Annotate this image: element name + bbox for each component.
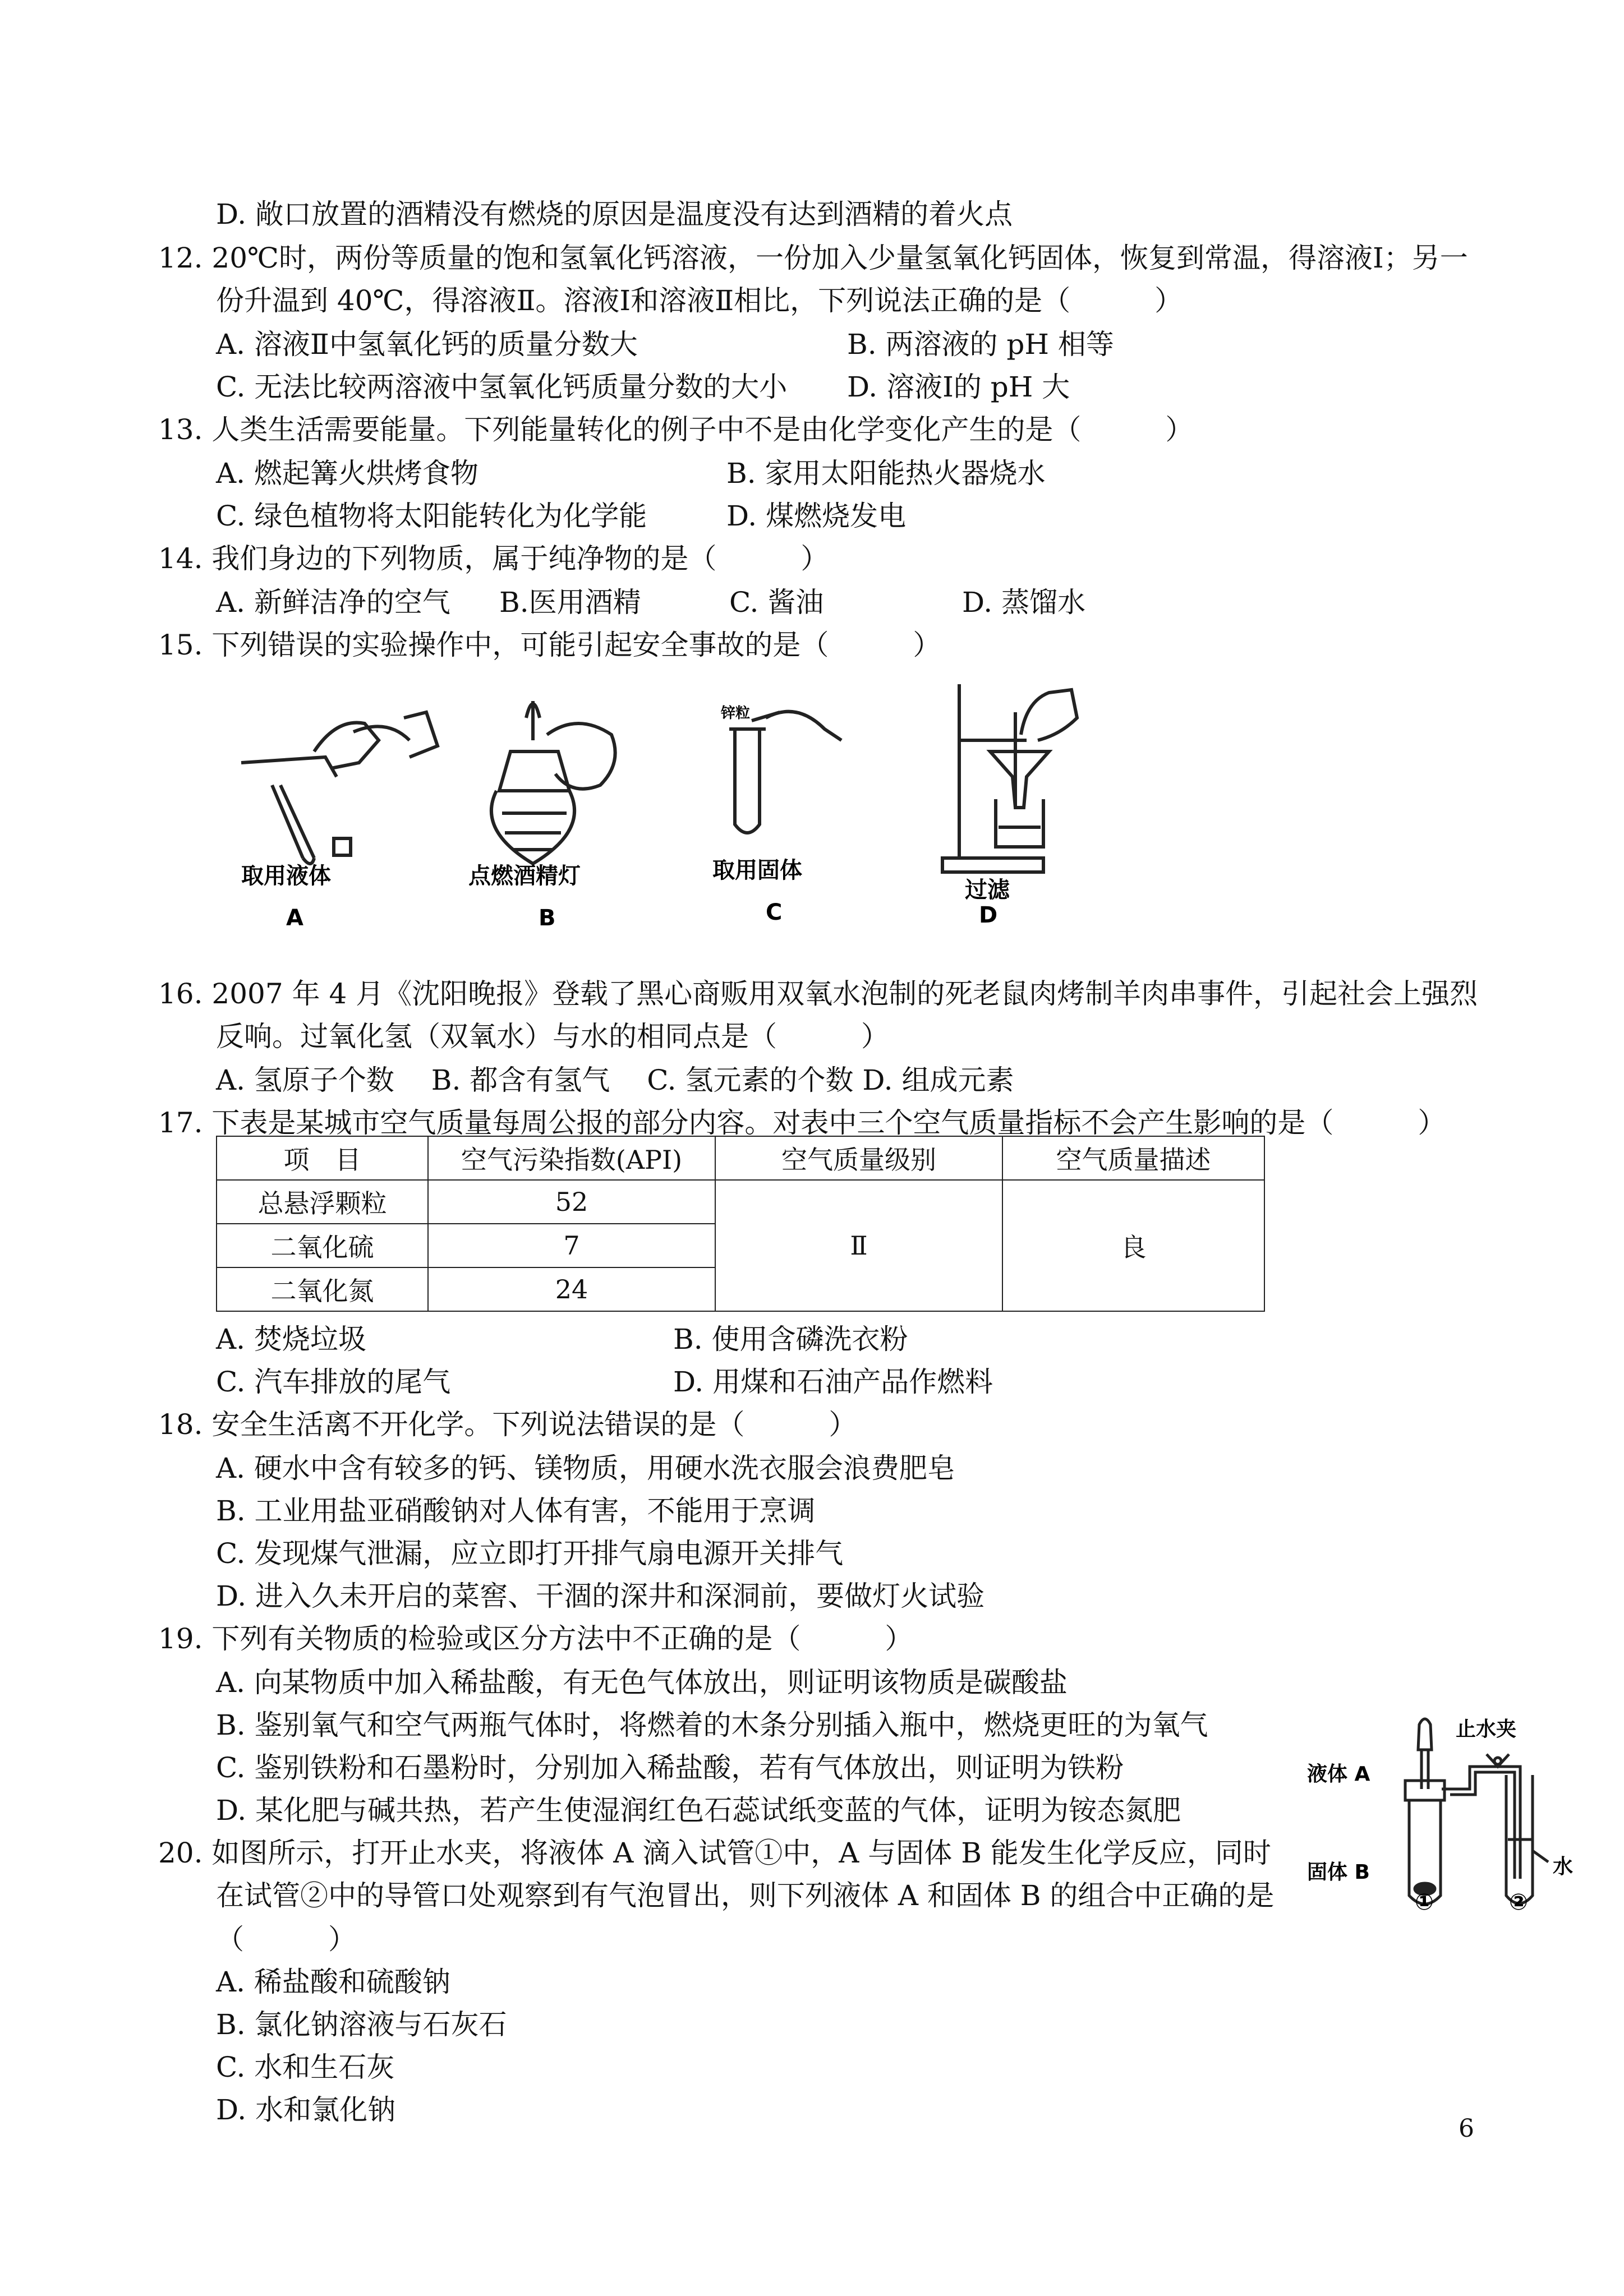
- q14-option-b: B.医用酒精: [499, 586, 641, 619]
- q15-figure-b-letter: B: [539, 905, 556, 931]
- q12-option-a: A. 溶液Ⅱ中氢氧化钙的质量分数大: [216, 328, 638, 361]
- figure-d-filtration: [942, 684, 1077, 872]
- q19-stem: 19. 下列有关物质的检验或区分方法中不正确的是（ ）: [158, 1622, 913, 1655]
- q13-option-b: B. 家用太阳能热火器烧水: [726, 457, 1046, 490]
- table-cell-item: 二氧化硫: [217, 1224, 428, 1267]
- table-row: [217, 1180, 1264, 1224]
- q19-option-a: A. 向某物质中加入稀盐酸，有无色气体放出，则证明该物质是碳酸盐: [216, 1666, 1068, 1699]
- table-cell-item: 二氧化氮: [217, 1267, 428, 1311]
- q14-option-c: C. 酱油: [729, 586, 824, 619]
- q18-option-a: A. 硬水中含有较多的钙、镁物质，用硬水洗衣服会浪费肥皂: [216, 1452, 955, 1484]
- table-header-row: [217, 1136, 1264, 1180]
- table-cell-api: 24: [428, 1267, 715, 1311]
- q13-stem: 13. 人类生活需要能量。下列能量转化的例子中不是由化学变化产生的是（ ）: [158, 413, 1194, 446]
- q19-option-b: B. 鉴别氧气和空气两瓶气体时，将燃着的木条分别插入瓶中，燃烧更旺的为氧气: [216, 1709, 1208, 1741]
- q17-option-a: A. 焚烧垃圾: [216, 1323, 366, 1356]
- page-number: 6: [1459, 2114, 1474, 2143]
- q16-options: A. 氢原子个数 B. 都含有氢气 C. 氢元素的个数 D. 组成元素: [216, 1064, 1014, 1096]
- q15-figure-d-letter: D: [979, 902, 998, 928]
- figure-a-pouring-liquid: [241, 712, 438, 864]
- label-liquid-a: 液体 A: [1307, 1763, 1370, 1786]
- q16-stem-line2: 反响。过氧化氢（双氧水）与水的相同点是（ ）: [216, 1020, 889, 1053]
- q18-option-c: C. 发现煤气泄漏，应立即打开排气扇电源开关排气: [216, 1537, 844, 1570]
- q11-option-d: D. 敞口放置的酒精没有燃烧的原因是温度没有达到酒精的着火点: [216, 198, 1013, 230]
- q17-option-b: B. 使用含磷洗衣粉: [673, 1323, 908, 1356]
- q20-option-d: D. 水和氯化钠: [216, 2094, 396, 2126]
- figure-c-taking-solid: [729, 712, 841, 833]
- label-solid-b: 固体 B: [1307, 1861, 1370, 1884]
- q20-stem-line3: （ ）: [216, 1923, 356, 1956]
- apparatus-drawing: [1405, 1719, 1548, 1904]
- label-water: 水: [1553, 1855, 1574, 1878]
- air-quality-table: [216, 1136, 1265, 1312]
- q14-option-a: A. 新鲜洁净的空气: [216, 586, 450, 619]
- q15-figure-c-letter: C: [766, 900, 783, 925]
- table-cell-description: 良: [1002, 1180, 1264, 1311]
- label-tube-2: ②: [1509, 1889, 1528, 1912]
- q20-apparatus-figure: [1285, 1711, 1599, 1912]
- table-cell-level: Ⅱ: [715, 1180, 1002, 1311]
- q17-option-d: D. 用煤和石油产品作燃料: [673, 1366, 993, 1398]
- table-cell-api: 52: [428, 1180, 715, 1224]
- q18-stem: 18. 安全生活离不开化学。下列说法错误的是（ ）: [158, 1408, 857, 1441]
- q19-option-d: D. 某化肥与碱共热，若产生使湿润红色石蕊试纸变蓝的气体，证明为铵态氮肥: [216, 1794, 1181, 1827]
- q15-figure-c-caption: 取用固体: [712, 857, 802, 883]
- q12-stem-line2: 份升温到 40℃，得溶液Ⅱ。溶液Ⅰ和溶液Ⅱ相比，下列说法正确的是（ ）: [216, 284, 1183, 317]
- table-cell-item: 总悬浮颗粒: [217, 1180, 428, 1224]
- q19-option-c: C. 鉴别铁粉和石墨粉时，分别加入稀盐酸，若有气体放出，则证明为铁粉: [216, 1751, 1124, 1784]
- q14-stem: 14. 我们身边的下列物质，属于纯净物的是（ ）: [158, 542, 829, 575]
- q14-option-d: D. 蒸馏水: [962, 586, 1086, 619]
- table-header-level: 空气质量级别: [715, 1136, 1002, 1180]
- table-header-api: 空气污染指数(API): [428, 1136, 715, 1180]
- q15-figures: [219, 679, 1139, 942]
- q13-option-c: C. 绿色植物将太阳能转化为化学能: [216, 500, 647, 532]
- table-header-item: 项 目: [217, 1136, 428, 1180]
- q15-figure-a-caption: 取用液体: [241, 863, 331, 889]
- q12-stem-line1: 12. 20℃时，两份等质量的饱和氢氧化钙溶液，一份加入少量氢氧化钙固体，恢复到常温，得溶液Ⅰ；另一: [158, 242, 1468, 274]
- q15-figure-a-letter: A: [286, 905, 303, 931]
- table-header-description: 空气质量描述: [1002, 1136, 1264, 1180]
- label-clamp: 止水夹: [1456, 1718, 1517, 1741]
- q12-option-b: B. 两溶液的 pH 相等: [847, 328, 1114, 361]
- q13-option-a: A. 燃起篝火烘烤食物: [216, 457, 479, 490]
- label-tube-1: ①: [1415, 1889, 1434, 1912]
- q15-figure-d-caption: 过滤: [965, 877, 1010, 903]
- q15-figure-b-caption: 点燃酒精灯: [468, 863, 581, 889]
- q17-stem: 17. 下表是某城市空气质量每周公报的部分内容。对表中三个空气质量指标不会产生影响的是（ ）: [158, 1106, 1446, 1139]
- q20-option-b: B. 氯化钠溶液与石灰石: [216, 2008, 507, 2041]
- figure-b-lighting-lamp: [491, 701, 615, 864]
- q18-option-b: B. 工业用盐亚硝酸钠对人体有害，不能用于烹调: [216, 1495, 816, 1527]
- q12-option-d: D. 溶液Ⅰ的 pH 大: [847, 371, 1070, 403]
- q16-stem-line1: 16. 2007 年 4 月《沈阳晚报》登载了黑心商贩用双氧水泡制的死老鼠肉烤制羊肉串事件，引起社会上强烈: [158, 978, 1478, 1010]
- q20-stem-line1: 20. 如图所示，打开止水夹，将液体 A 滴入试管①中，A 与固体 B 能发生化学反应，同时: [158, 1837, 1271, 1869]
- svg-text:锌粒: 锌粒: [721, 705, 751, 722]
- q20-option-c: C. 水和生石灰: [216, 2051, 395, 2083]
- q17-option-c: C. 汽车排放的尾气: [216, 1366, 451, 1398]
- q20-option-a: A. 稀盐酸和硫酸钠: [216, 1966, 450, 1998]
- q18-option-d: D. 进入久未开启的菜窖、干涸的深井和深洞前，要做灯火试验: [216, 1580, 985, 1612]
- q13-option-d: D. 煤燃烧发电: [726, 500, 907, 532]
- table-cell-api: 7: [428, 1224, 715, 1267]
- q15-stem: 15. 下列错误的实验操作中，可能引起安全事故的是（ ）: [158, 629, 941, 661]
- q12-option-c: C. 无法比较两溶液中氢氧化钙质量分数的大小: [216, 371, 788, 403]
- q20-stem-line2: 在试管②中的导管口处观察到有气泡冒出，则下列液体 A 和固体 B 的组合中正确的是: [216, 1879, 1275, 1912]
